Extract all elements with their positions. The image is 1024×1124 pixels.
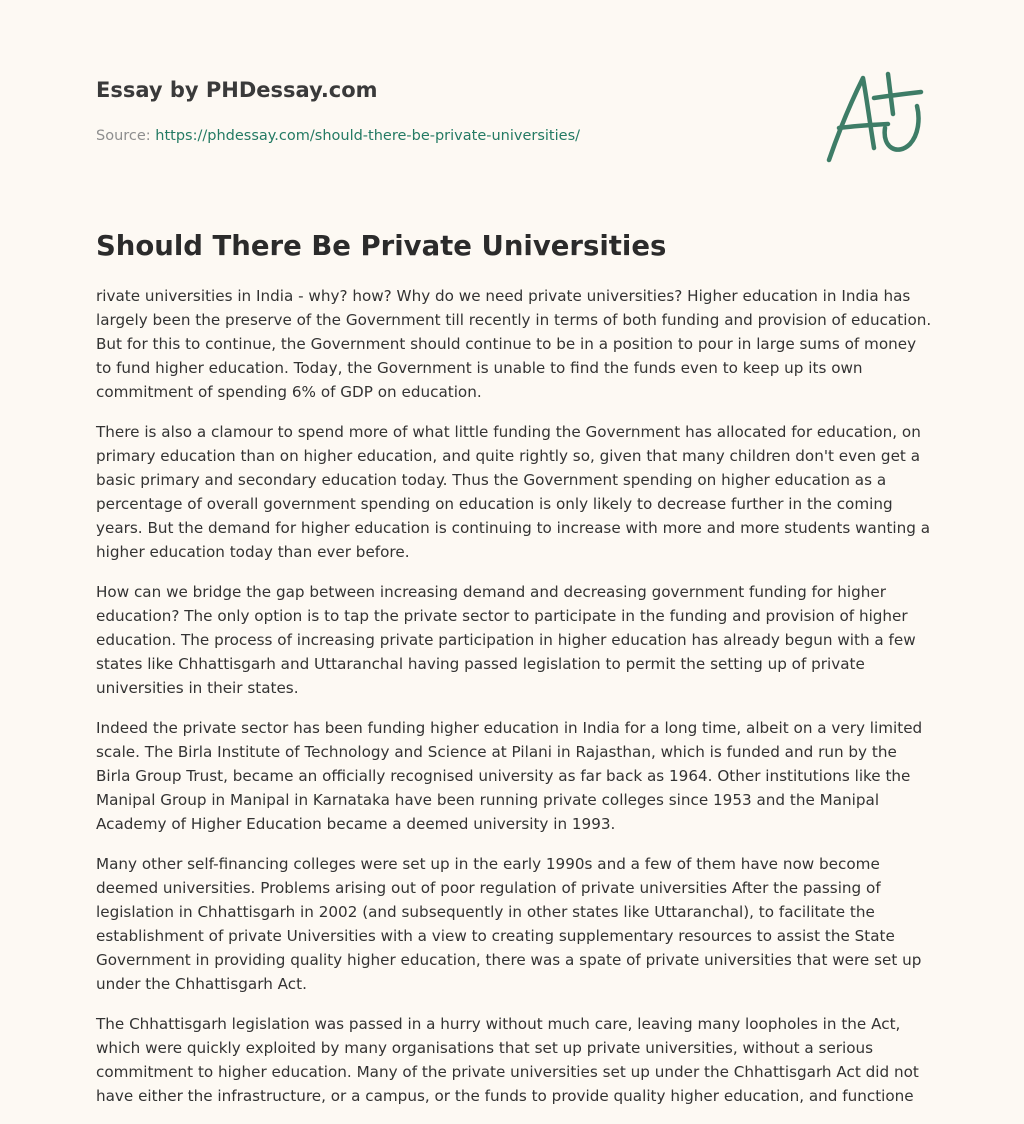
a-plus-logo-icon xyxy=(818,66,930,166)
essay-paragraph: How can we bridge the gap between increasing demand and decreasing government funding for higher education? The only option is to tap the private sector to participate in the funding and provision of higher education. The process of increasing private participation in higher education has already begun with a few states like Chhattisgarh and Uttaranchal having passed legislation to permit the setting up of private universities in their states. xyxy=(96,583,916,697)
essay-paragraph: The Chhattisgarh legislation was passed in a hurry without much care, leaving many loopholes in the Act, which were quickly exploited by many organisations that set up private universities, without a serious commitment to higher education. Many of the private universities set up under the Chhattisgarh Act did not have either the infrastructure, or a campus, or the funds to provide quality higher education, and functione xyxy=(96,1015,919,1105)
essay-paragraph: rivate universities in India - why? how? Why do we need private universities? Higher education in India has largely been the preserve of the Government till recently in terms of both funding and provision of education. But for this to continue, the Government should continue to be in a position to pour in large sums of money to fund higher education. Today, the Government is unable to find the funds even to keep up its own commitment of spending 6% of GDP on education. xyxy=(96,287,932,401)
essay-paragraph: There is also a clamour to spend more of what little funding the Government has allocated for education, on primary education than on higher education, and quite rightly so, given that many children don't even get a basic primary and secondary education today. Thus the Government spending on higher education as a percentage of overall government spending on education is only likely to decrease further in the coming years. But the demand for higher education is continuing to increase with more and more students wanting a higher education today than ever before. xyxy=(96,423,931,561)
essay-paragraph: Many other self-financing colleges were set up in the early 1990s and a few of them have now become deemed universities. Problems arising out of poor regulation of private universities After the passing of legislation in Chhattisgarh in 2002 (and subsequently in other states like Uttaranchal), to facilitate the establishment of private Universities with a view to creating supplementary resources to assist the State Government in providing quality higher education, there was a spate of private universities that were set up under the Chhattisgarh Act. xyxy=(96,855,922,993)
source-label: Source: xyxy=(96,128,156,144)
essay-title: Should There Be Private Universities xyxy=(96,230,667,262)
site-title: Essay by PHDessay.com xyxy=(96,78,378,102)
header xyxy=(96,74,796,146)
essay-body xyxy=(96,284,932,1124)
source-link[interactable]: https://phdessay.com/should-there-be-private-universities/ xyxy=(155,128,581,144)
essay-paragraph: Indeed the private sector has been funding higher education in India for a long time, albeit on a very limited scale. The Birla Institute of Technology and Science at Pilani in Rajasthan, which is funded and run by the Birla Group Trust, became an officially recognised university as far back as 1964. Other institutions like the Manipal Group in Manipal in Karnataka have been running private colleges since 1953 and the Manipal Academy of Higher Education became a deemed university in 1993. xyxy=(96,719,923,833)
source-line xyxy=(96,126,796,146)
